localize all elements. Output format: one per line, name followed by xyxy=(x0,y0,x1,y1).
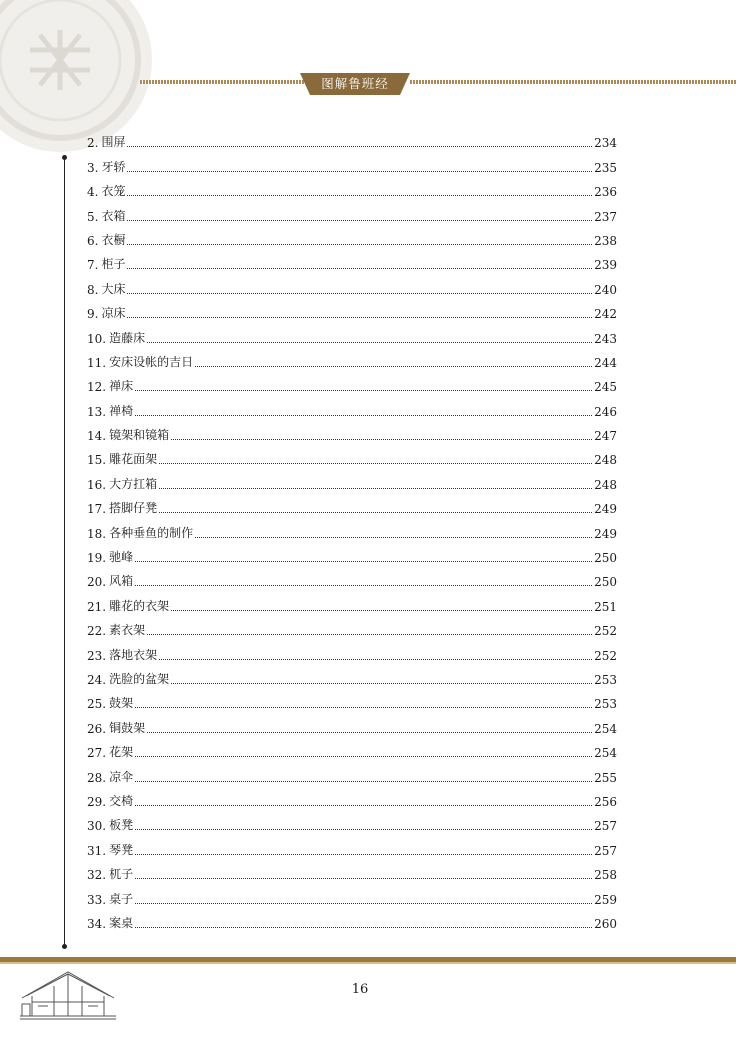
header-rule-left xyxy=(140,80,305,84)
toc-dot-leader xyxy=(135,903,592,904)
toc-entry-number: 25. xyxy=(87,697,107,712)
toc-entry-page: 252 xyxy=(594,648,617,663)
toc-entry[interactable] xyxy=(87,663,617,687)
toc-dot-leader xyxy=(171,439,592,440)
toc-entry-number: 20. xyxy=(87,575,107,590)
toc-entry-page: 257 xyxy=(594,819,617,834)
toc-entry-page: 258 xyxy=(594,868,617,883)
toc-entry-number: 34. xyxy=(87,916,107,931)
toc-entry-page: 254 xyxy=(594,721,617,736)
toc-dot-leader xyxy=(135,829,592,830)
toc-entry-title: 各种垂鱼的制作 xyxy=(109,525,194,540)
toc-entry-title: 造藤床 xyxy=(109,330,146,345)
toc-entry-number: 10. xyxy=(87,331,107,346)
toc-dot-leader xyxy=(171,683,592,684)
toc-dot-leader xyxy=(159,488,592,489)
toc-entry-title: 衣箱 xyxy=(101,208,126,223)
toc-entry[interactable] xyxy=(87,370,617,394)
toc-entry-page: 236 xyxy=(594,185,617,200)
toc-entry-page: 248 xyxy=(594,453,617,468)
toc-entry[interactable] xyxy=(87,687,617,711)
toc-entry-number: 13. xyxy=(87,404,107,419)
toc-entry-number: 14. xyxy=(87,429,107,444)
toc-entry-number: 9. xyxy=(87,307,99,322)
toc-dot-leader xyxy=(159,463,592,464)
toc-entry[interactable] xyxy=(87,541,617,565)
toc-entry-title: 凉伞 xyxy=(109,769,134,784)
toc-entry-page: 260 xyxy=(594,916,617,931)
toc-dot-leader xyxy=(135,854,592,855)
toc-entry-number: 30. xyxy=(87,819,107,834)
toc-entry-title: 禅床 xyxy=(109,379,134,394)
toc-dot-leader xyxy=(135,805,592,806)
toc-entry-page: 250 xyxy=(594,575,617,590)
toc-dot-leader xyxy=(135,927,592,928)
toc-dot-leader xyxy=(127,195,592,196)
toc-entry-page: 259 xyxy=(594,892,617,907)
toc-entry-number: 18. xyxy=(87,526,107,541)
toc-dot-leader xyxy=(147,732,592,733)
footer-band-highlight xyxy=(0,962,736,964)
toc-entry[interactable] xyxy=(87,882,617,906)
toc-entry-title: 牙轿 xyxy=(101,159,126,174)
toc-entry-number: 21. xyxy=(87,599,107,614)
toc-entry[interactable] xyxy=(87,833,617,857)
toc-dot-leader xyxy=(127,146,592,147)
toc-entry-number: 6. xyxy=(87,233,99,248)
toc-entry[interactable] xyxy=(87,150,617,174)
toc-entry-number: 17. xyxy=(87,502,107,517)
toc-entry[interactable] xyxy=(87,589,617,613)
toc-entry[interactable] xyxy=(87,614,617,638)
toc-dot-leader xyxy=(135,756,592,757)
toc-entry-title: 桌子 xyxy=(109,891,134,906)
toc-entry-number: 8. xyxy=(87,282,99,297)
toc-entry[interactable] xyxy=(87,638,617,662)
toc-dot-leader xyxy=(135,781,592,782)
toc-entry-page: 253 xyxy=(594,672,617,687)
toc-entry[interactable] xyxy=(87,346,617,370)
toc-entry-title: 雕花的衣架 xyxy=(109,598,170,613)
toc-entry[interactable] xyxy=(87,394,617,418)
toc-entry-title: 花架 xyxy=(109,745,134,760)
toc-entry-number: 23. xyxy=(87,648,107,663)
toc-entry[interactable] xyxy=(87,565,617,589)
toc-entry-number: 31. xyxy=(87,843,107,858)
toc-entry[interactable] xyxy=(87,199,617,223)
toc-entry[interactable] xyxy=(87,492,617,516)
toc-entry-page: 257 xyxy=(594,843,617,858)
toc-entry-page: 253 xyxy=(594,697,617,712)
toc-entry-title: 柜子 xyxy=(101,257,126,272)
toc-dot-leader xyxy=(135,585,592,586)
toc-entry-page: 249 xyxy=(594,526,617,541)
side-rule-cap-top xyxy=(62,155,67,160)
toc-entry-title: 镜架和镜箱 xyxy=(109,428,170,443)
toc-entry-number: 19. xyxy=(87,551,107,566)
toc-dot-leader xyxy=(127,244,592,245)
toc-entry-title: 大方扛箱 xyxy=(109,476,158,491)
toc-entry[interactable] xyxy=(87,443,617,467)
toc-entry-number: 3. xyxy=(87,160,99,175)
toc-entry-number: 26. xyxy=(87,721,107,736)
toc-entry-number: 2. xyxy=(87,136,99,151)
toc-entry[interactable] xyxy=(87,321,617,345)
toc-dot-leader xyxy=(159,512,592,513)
toc-entry[interactable] xyxy=(87,711,617,735)
toc-entry-title: 琴凳 xyxy=(109,842,134,857)
toc-entry[interactable] xyxy=(87,126,617,150)
toc-entry-number: 4. xyxy=(87,185,99,200)
toc-entry-number: 15. xyxy=(87,453,107,468)
toc-entry-title: 风箱 xyxy=(109,574,134,589)
toc-entry-title: 洗脸的盆架 xyxy=(109,671,170,686)
toc-entry-title: 交椅 xyxy=(109,793,134,808)
toc-dot-leader xyxy=(127,171,592,172)
toc-entry-title: 禅椅 xyxy=(109,403,134,418)
toc-entry-page: 243 xyxy=(594,331,617,346)
toc-entry-number: 22. xyxy=(87,624,107,639)
house-elevation-icon xyxy=(18,966,118,1022)
toc-entry-number: 7. xyxy=(87,258,99,273)
toc-entry-page: 252 xyxy=(594,624,617,639)
toc-entry-page: 250 xyxy=(594,551,617,566)
toc-entry-title: 衣笼 xyxy=(101,184,126,199)
toc-entry-title: 落地衣架 xyxy=(109,647,158,662)
toc-entry-title: 驰峰 xyxy=(109,550,134,565)
toc-entry[interactable] xyxy=(87,297,617,321)
toc-entry[interactable] xyxy=(87,419,617,443)
toc-entry-page: 255 xyxy=(594,770,617,785)
toc-entry-page: 248 xyxy=(594,477,617,492)
toc-entry-number: 5. xyxy=(87,209,99,224)
toc-dot-leader xyxy=(127,220,592,221)
toc-entry-number: 16. xyxy=(87,477,107,492)
toc-entry-number: 27. xyxy=(87,746,107,761)
toc-entry[interactable] xyxy=(87,175,617,199)
toc-list xyxy=(87,126,617,931)
toc-dot-leader xyxy=(147,342,592,343)
toc-entry-number: 32. xyxy=(87,868,107,883)
side-rule xyxy=(64,157,65,947)
toc-dot-leader xyxy=(127,317,592,318)
page-number: 16 xyxy=(351,982,369,997)
toc-entry-page: 240 xyxy=(594,282,617,297)
toc-dot-leader xyxy=(135,390,592,391)
toc-entry-number: 28. xyxy=(87,770,107,785)
toc-entry-title: 搭脚仔凳 xyxy=(109,501,158,516)
header-title: 图解鲁班经 xyxy=(321,76,389,91)
toc-entry-number: 11. xyxy=(87,355,107,370)
toc-entry[interactable] xyxy=(87,248,617,272)
toc-entry-number: 24. xyxy=(87,672,107,687)
toc-entry-page: 237 xyxy=(594,209,617,224)
toc-dot-leader xyxy=(195,537,592,538)
toc-entry-page: 244 xyxy=(594,355,617,370)
toc-dot-leader xyxy=(147,634,592,635)
toc-entry-page: 235 xyxy=(594,160,617,175)
toc-entry[interactable] xyxy=(87,224,617,248)
toc-entry-page: 242 xyxy=(594,307,617,322)
toc-entry[interactable] xyxy=(87,858,617,882)
toc-entry-page: 251 xyxy=(594,599,617,614)
toc-entry[interactable] xyxy=(87,907,617,931)
toc-dot-leader xyxy=(135,878,592,879)
toc-entry[interactable] xyxy=(87,809,617,833)
toc-entry-title: 雕花面架 xyxy=(109,452,158,467)
toc-entry-title: 围屏 xyxy=(101,135,126,150)
toc-entry-title: 鼓架 xyxy=(109,696,134,711)
toc-entry[interactable] xyxy=(87,785,617,809)
toc-dot-leader xyxy=(159,659,592,660)
toc-entry-page: 234 xyxy=(594,136,617,151)
toc-dot-leader xyxy=(127,268,592,269)
toc-dot-leader xyxy=(135,561,592,562)
toc-entry-number: 12. xyxy=(87,380,107,395)
toc-entry-page: 254 xyxy=(594,746,617,761)
side-rule-cap-bottom xyxy=(62,944,67,949)
toc-entry-page: 238 xyxy=(594,233,617,248)
toc-entry-page: 249 xyxy=(594,502,617,517)
toc-entry-title: 板凳 xyxy=(109,818,134,833)
toc-entry-title: 安床设帐的吉日 xyxy=(109,354,194,369)
toc-entry[interactable] xyxy=(87,516,617,540)
toc-entry-title: 杌子 xyxy=(109,867,134,882)
toc-entry[interactable] xyxy=(87,760,617,784)
toc-entry-title: 素衣架 xyxy=(109,623,146,638)
toc-entry[interactable] xyxy=(87,736,617,760)
toc-entry-title: 案桌 xyxy=(109,915,134,930)
toc-entry-title: 衣橱 xyxy=(101,232,126,247)
toc-dot-leader xyxy=(135,415,592,416)
toc-entry-number: 33. xyxy=(87,892,107,907)
toc-entry-page: 239 xyxy=(594,258,617,273)
toc-dot-leader xyxy=(171,610,592,611)
toc-entry-page: 246 xyxy=(594,404,617,419)
toc-dot-leader xyxy=(127,293,592,294)
toc-entry-page: 247 xyxy=(594,429,617,444)
toc-entry-number: 29. xyxy=(87,794,107,809)
toc-entry-page: 245 xyxy=(594,380,617,395)
header-rule-right xyxy=(410,80,736,84)
toc-entry-title: 大床 xyxy=(101,281,126,296)
toc-entry[interactable] xyxy=(87,467,617,491)
toc-dot-leader xyxy=(135,707,592,708)
toc-entry[interactable] xyxy=(87,272,617,296)
toc-entry-title: 凉床 xyxy=(101,306,126,321)
toc-entry-title: 铜鼓架 xyxy=(109,720,146,735)
toc-dot-leader xyxy=(195,366,592,367)
toc-entry-page: 256 xyxy=(594,794,617,809)
